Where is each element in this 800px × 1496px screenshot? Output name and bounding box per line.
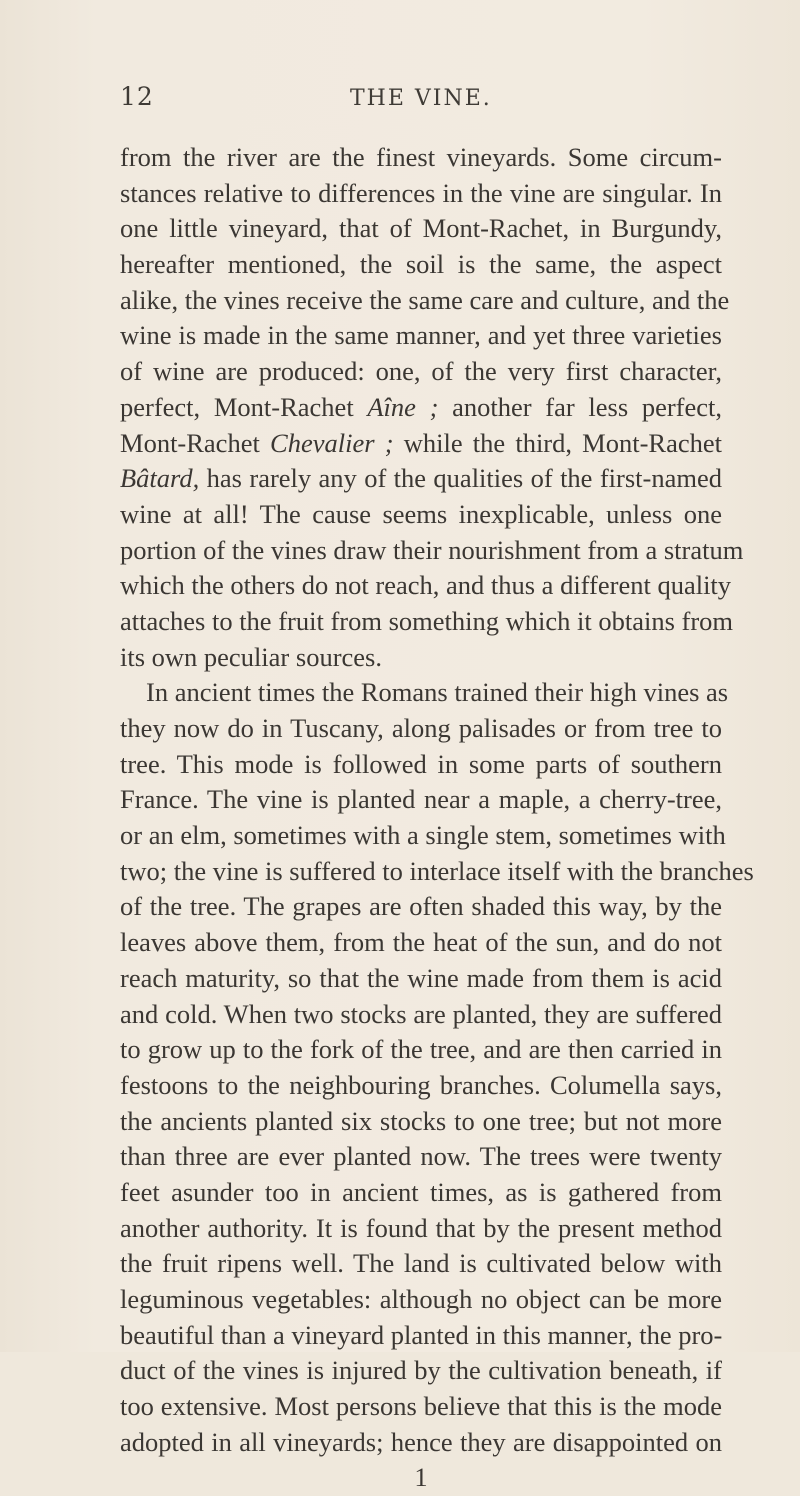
text-line: or an elm, sometimes with a single stem, sometimes with bbox=[120, 820, 726, 851]
text-segment: perfect, Mont-Rachet bbox=[120, 391, 368, 422]
text-segment: has rarely any of the qualities of the first-named bbox=[199, 463, 722, 494]
text-line: and cold. When two stocks are planted, they are suffered bbox=[120, 998, 722, 1029]
text-line: leguminous vegetables: although no object can be more bbox=[120, 1284, 722, 1314]
text-line: which the others do not reach, and thus a different quality bbox=[120, 570, 732, 601]
text-line: of the tree. The grapes are often shaded this way, by the bbox=[120, 891, 722, 922]
text-segment: Mont-Rachet bbox=[120, 427, 271, 458]
text-line: adopted in all vineyards; hence they are disappointed on bbox=[120, 1426, 722, 1457]
text-line: than three are ever planted now. The trees were twenty bbox=[120, 1141, 722, 1172]
text-line: of wine are produced: one, of the very first character, bbox=[120, 356, 722, 387]
text-line: attaches to the fruit from something which it obtains from bbox=[120, 605, 734, 636]
text-line: wine is made in the same manner, and yet three varieties bbox=[120, 320, 722, 351]
text-line: one little vineyard, that of Mont-Rachet, in Burgundy, bbox=[120, 213, 722, 244]
text-line: two; the vine is suffered to interlace itself with the branches bbox=[120, 855, 754, 886]
text-line: the ancients planted six stocks to one tree; but not more bbox=[120, 1105, 722, 1136]
text-segment: while the third, Mont-Rachet bbox=[393, 427, 723, 458]
text-line: feet asunder too in ancient times, as is gathered from bbox=[120, 1176, 722, 1207]
italic-wine-name: Chevalier ; bbox=[270, 427, 394, 458]
text-line: beautiful than a vineyard planted in this manner, the pro- bbox=[120, 1319, 723, 1350]
italic-wine-name: Bâtard, bbox=[120, 463, 200, 494]
text-line: France. The vine is planted near a maple, a cherry-tree, bbox=[120, 784, 722, 815]
paragraph-start-line: In ancient times the Romans trained their high vines as bbox=[146, 677, 729, 708]
text-line: another authority. It is found that by the present method bbox=[120, 1212, 722, 1243]
text-line: the fruit ripens well. The land is cultivated below with bbox=[120, 1248, 722, 1279]
signature-mark: 1 bbox=[414, 1462, 428, 1493]
text-line: festoons to the neighbouring branches. Columella says, bbox=[120, 1069, 722, 1100]
text-segment: another far less perfect, bbox=[438, 391, 722, 422]
text-line: tree. This mode is followed in some parts of southern bbox=[120, 748, 722, 779]
text-line: to grow up to the fork of the tree, and are then carried in bbox=[120, 1034, 722, 1065]
body-text bbox=[120, 140, 754, 1496]
text-line bbox=[120, 390, 722, 426]
text-line bbox=[120, 426, 722, 462]
text-line: too extensive. Most persons believe that this is the mode bbox=[120, 1391, 722, 1422]
text-line: from the river are the finest vineyards. Some circum- bbox=[120, 142, 722, 172]
text-line: duct of the vines is injured by the cultivation beneath, if bbox=[120, 1355, 722, 1386]
page-header bbox=[120, 82, 720, 112]
text-line: reach maturity, so that the wine made from them is acid bbox=[120, 962, 722, 993]
text-line: leaves above them, from the heat of the sun, and do not bbox=[120, 927, 722, 958]
page-number: 12 bbox=[120, 82, 154, 111]
text-line bbox=[120, 461, 722, 497]
text-line: stances relative to differences in the vine are singular. In bbox=[120, 177, 722, 208]
text-line: alike, the vines receive the same care and culture, and the bbox=[120, 284, 730, 315]
text-line: portion of the vines draw their nourishment from a stratum bbox=[120, 534, 744, 565]
text-line: hereafter mentioned, the soil is the same, the aspect bbox=[120, 249, 722, 280]
italic-wine-name: Aîne ; bbox=[367, 391, 439, 422]
text-line: wine at all! The cause seems inexplicable, unless one bbox=[120, 498, 722, 529]
text-line: they now do in Tuscany, along palisades or from tree to bbox=[120, 713, 722, 743]
paragraph-end-line: its own peculiar sources. bbox=[120, 641, 382, 672]
running-head: THE VINE. bbox=[350, 86, 492, 111]
